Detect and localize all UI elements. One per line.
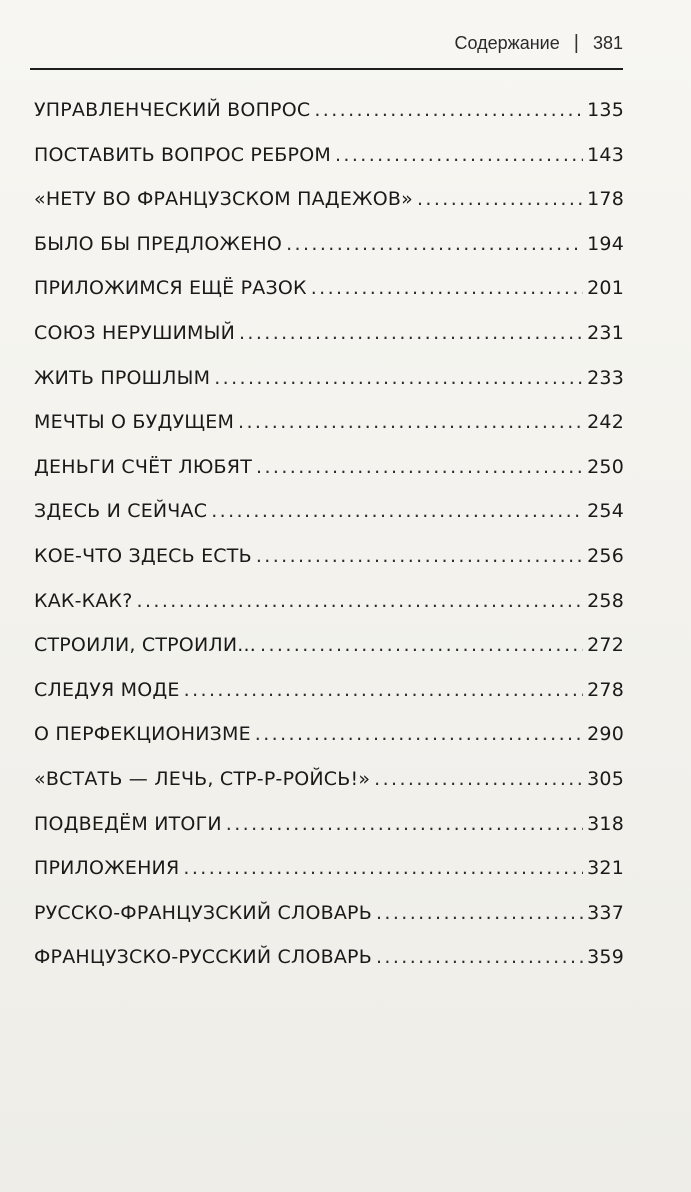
toc-entry-title: РУССКО-ФРАНЦУЗСКИЙ СЛОВАРЬ	[34, 901, 372, 924]
toc-entry-title: УПРАВЛЕНЧЕСКИЙ ВОПРОС	[34, 99, 311, 121]
toc-entry-title: ПРИЛОЖЕНИЯ	[34, 857, 180, 880]
dot-leader	[239, 322, 583, 344]
toc-entry-page: 201	[587, 277, 624, 300]
toc-entry-title: ЖИТЬ ПРОШЛЫМ	[34, 366, 211, 389]
header-separator: |	[573, 32, 579, 54]
toc-entry[interactable]	[34, 367, 624, 412]
toc-entry[interactable]	[34, 768, 624, 813]
toc-entry[interactable]	[34, 813, 624, 858]
toc-entry-page: 305	[587, 767, 624, 790]
toc-entry-title: КАК-КАК?	[34, 589, 133, 612]
toc-entry[interactable]	[34, 857, 624, 902]
dot-leader	[238, 411, 583, 433]
dot-leader	[137, 590, 584, 612]
toc-entry[interactable]	[34, 144, 624, 189]
toc-entry-page: 359	[587, 946, 624, 969]
toc-entry-page: 250	[587, 455, 624, 478]
toc-entry-title: СОЮЗ НЕРУШИМЫЙ	[34, 321, 235, 344]
dot-leader	[226, 813, 583, 835]
dot-leader	[256, 456, 583, 478]
toc-entry[interactable]	[34, 946, 624, 991]
toc-entry-page: 254	[587, 500, 624, 523]
toc-entry-page: 258	[587, 589, 624, 612]
toc-entry[interactable]	[34, 456, 624, 501]
toc-entry[interactable]	[34, 411, 624, 456]
toc-entry[interactable]	[34, 679, 624, 724]
toc-entry-page: 337	[587, 901, 624, 924]
toc-entry-title: О ПЕРФЕКЦИОНИЗМЕ	[34, 723, 251, 746]
toc-entry-title: БЫЛО БЫ ПРЕДЛОЖЕНО	[34, 232, 283, 255]
dot-leader	[311, 277, 583, 299]
dot-leader	[335, 144, 583, 166]
toc-entry[interactable]	[34, 590, 624, 635]
toc-entry-title: «ВСТАТЬ — ЛЕЧЬ, СТР-Р-РОЙСЬ!»	[34, 767, 371, 790]
toc-entry[interactable]	[34, 99, 624, 144]
header-section-title: Содержание	[454, 33, 560, 53]
toc-entry-title: ПОДВЕДЁМ ИТОГИ	[34, 812, 222, 835]
dot-leader	[214, 367, 583, 389]
toc-entry-title: МЕЧТЫ О БУДУЩЕМ	[34, 411, 235, 434]
toc-entry-title: КОЕ-ЧТО ЗДЕСЬ ЕСТЬ	[34, 544, 252, 567]
running-header	[455, 32, 623, 55]
toc-entry-title: «НЕТУ ВО ФРАНЦУЗСКОМ ПАДЕЖОВ»	[34, 188, 413, 211]
dot-leader	[211, 500, 583, 522]
toc-entry[interactable]	[34, 188, 624, 233]
toc-entry[interactable]	[34, 723, 624, 768]
toc-entry-page: 318	[587, 812, 624, 835]
toc-entry-page: 321	[587, 857, 624, 880]
toc-entry[interactable]	[34, 634, 624, 679]
toc-entry-title: СТРОИЛИ, СТРОИЛИ...	[34, 634, 256, 657]
toc-entry-page: 231	[587, 321, 624, 344]
dot-leader	[286, 233, 583, 255]
header-page-number: 381	[592, 33, 623, 53]
toc-entry-page: 256	[587, 544, 624, 567]
toc-entry[interactable]	[34, 322, 624, 367]
dot-leader	[376, 902, 583, 924]
dot-leader	[184, 679, 584, 701]
toc-entry-title: ФРАНЦУЗСКО-РУССКИЙ СЛОВАРЬ	[34, 946, 372, 969]
toc-entry-title: ПОСТАВИТЬ ВОПРОС РЕБРОМ	[34, 143, 331, 166]
toc-entry-page: 278	[587, 678, 624, 701]
dot-leader	[376, 946, 583, 968]
toc-entry-page: 233	[587, 366, 624, 389]
toc-entry[interactable]	[34, 500, 624, 545]
table-of-contents	[34, 99, 624, 991]
dot-leader	[374, 768, 583, 790]
toc-entry-page: 143	[587, 143, 624, 166]
dot-leader	[255, 723, 583, 745]
toc-entry-title: ДЕНЬГИ СЧЁТ ЛЮБЯТ	[34, 455, 252, 478]
header-rule	[30, 68, 623, 70]
toc-entry[interactable]	[34, 233, 624, 278]
toc-entry-page: 178	[587, 188, 624, 211]
toc-entry-page: 194	[587, 232, 624, 255]
toc-entry[interactable]	[34, 277, 624, 322]
toc-entry-title: ЗДЕСЬ И СЕЙЧАС	[34, 500, 208, 523]
toc-entry[interactable]	[34, 902, 624, 947]
dot-leader	[260, 634, 583, 656]
toc-entry-page: 242	[587, 411, 624, 434]
dot-leader	[417, 188, 583, 210]
dot-leader	[256, 545, 583, 567]
toc-entry-page: 135	[587, 99, 624, 121]
dot-leader	[183, 857, 583, 879]
dot-leader	[314, 99, 583, 121]
toc-entry-page: 290	[587, 723, 624, 746]
toc-entry[interactable]	[34, 545, 624, 590]
toc-entry-title: СЛЕДУЯ МОДЕ	[34, 678, 180, 701]
toc-entry-title: ПРИЛОЖИМСЯ ЕЩЁ РАЗОК	[34, 277, 307, 300]
toc-entry-page: 272	[587, 634, 624, 657]
